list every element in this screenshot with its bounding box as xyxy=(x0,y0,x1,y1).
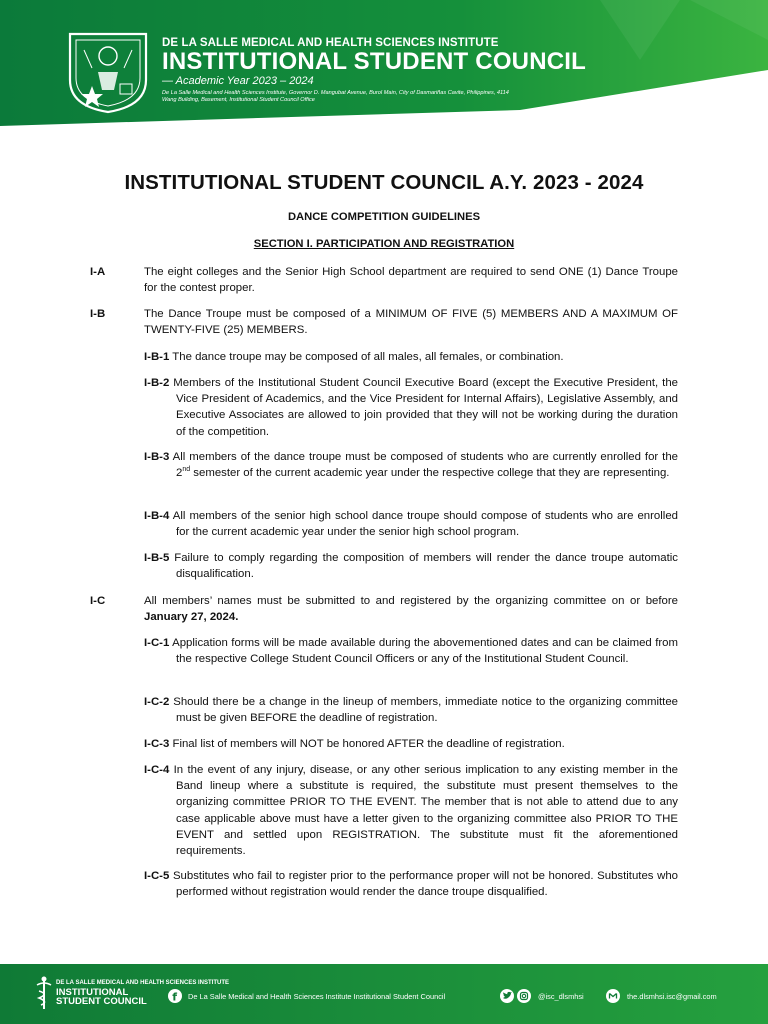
council-name: INSTITUTIONAL STUDENT COUNCIL xyxy=(162,48,587,75)
header-text xyxy=(162,37,602,104)
school-crest-logo xyxy=(62,28,154,114)
item-text: All members’ names must be submitted to and registered by the organizing committee on or before xyxy=(144,595,678,607)
page-footer xyxy=(0,964,768,1024)
item-code: I-A xyxy=(90,266,106,278)
twitter-icon[interactable] xyxy=(500,989,514,1003)
guideline-I-C-4 xyxy=(144,762,678,859)
item-code: I-B-3 xyxy=(144,451,170,463)
institute-name: DE LA SALLE MEDICAL AND HEALTH SCIENCES INSTITUTE xyxy=(162,37,499,49)
item-text: Members of the Institutional Student Council Executive Board (except the Executive President, the Vice President of Academics, and the Vice President for Internal Affairs), Legislative Assembly, and Executive Associates are allowed to join provided that they will not be working during the duration of the competition. xyxy=(173,377,678,438)
item-text: In the event of any injury, disease, or any other serious implication to any existing member in the Band lineup where a substitute is required, the substitute must present themselves to the organizing committee PRIOR TO THE EVENT. The member that is not able to attend due to any case applicable above must have a letter given to the organizing committee also PRIOR TO THE EVENT and settled upon REGISTRATION. The substitute must fit the aforementioned requirements. xyxy=(173,764,678,858)
item-code: I-B-5 xyxy=(144,552,170,564)
instagram-icon[interactable] xyxy=(517,989,531,1003)
item-code: I-C-5 xyxy=(144,870,170,882)
item-code: I-B-4 xyxy=(144,510,170,522)
section-heading: SECTION I. PARTICIPATION AND REGISTRATION xyxy=(253,238,515,250)
social-handle[interactable]: @isc_dlsmhsi xyxy=(538,992,584,1001)
facebook-page-link[interactable]: De La Salle Medical and Health Sciences Institute Institutional Student Council xyxy=(188,992,446,1001)
item-text: Final list of members will NOT be honored AFTER the deadline of registration. xyxy=(172,738,565,750)
guideline-I-B-5 xyxy=(144,550,678,582)
guideline-I-B-4 xyxy=(144,508,678,540)
footer-logo-small: DE LA SALLE MEDICAL AND HEALTH SCIENCES INSTITUTE xyxy=(56,980,230,986)
item-text-a: All members of the dance troupe must be composed of students who are currently enrolled for the 2 xyxy=(172,451,678,480)
gmail-icon[interactable] xyxy=(606,989,620,1003)
item-text: Application forms will be made available during the abovementioned dates and can be claimed from the respective College Student Council Officers or any of the Institutional Student Council. xyxy=(172,637,678,666)
item-code: I-C-2 xyxy=(144,696,170,708)
svg-text:f: f xyxy=(172,990,178,1003)
ordinal-suffix: nd xyxy=(182,466,191,474)
guideline-I-B-1 xyxy=(144,349,678,365)
address-line-2: Wang Building, Basement, Institutional Student Council Office xyxy=(162,97,315,103)
item-text: All members of the senior high school dance troupe should compose of students who are enrolled for the current academic year under the senior high school program. xyxy=(172,510,678,539)
item-text-b: semester of the current academic year under the respective college that they are representing. xyxy=(190,467,670,480)
facebook-icon[interactable] xyxy=(168,989,182,1003)
guideline-I-C-5 xyxy=(144,868,678,900)
guideline-I-C-2 xyxy=(144,694,678,726)
item-text: The dance troupe may be composed of all males, all females, or combination. xyxy=(172,351,564,363)
item-code: I-C-3 xyxy=(144,738,170,750)
item-text: Substitutes who fail to register prior to the performance proper will not be honored. Substitutes who performed without registration would render the dance troupe disqualified. xyxy=(172,870,678,899)
item-code: I-C-1 xyxy=(144,637,170,649)
guideline-I-B-2 xyxy=(144,375,678,440)
academic-year: — Academic Year 2023 – 2024 xyxy=(162,75,314,87)
item-code: I-C-4 xyxy=(144,764,170,776)
item-code: I-C xyxy=(90,595,106,607)
footer-logo-line2: STUDENT COUNCIL xyxy=(56,996,147,1007)
item-text: Should there be a change in the lineup of members, immediate notice to the organizing committee must be given BEFORE the deadline of registration. xyxy=(173,696,678,725)
document-subtitle: DANCE COMPETITION GUIDELINES xyxy=(287,211,481,223)
page-header xyxy=(0,0,768,150)
item-code: I-B-2 xyxy=(144,377,170,389)
item-text: The Dance Troupe must be composed of a MINIMUM OF FIVE (5) MEMBERS AND A MAXIMUM OF TWENTY-FIVE (25) MEMBERS. xyxy=(144,308,678,337)
item-text: The eight colleges and the Senior High School department are required to send ONE (1) Dance Troupe for the contest proper. xyxy=(144,266,678,295)
footer-logo-line1: INSTITUTIONAL xyxy=(56,987,129,998)
registration-deadline: January 27, 2024. xyxy=(144,611,239,624)
item-code: I-B xyxy=(90,308,106,320)
item-code: I-B-1 xyxy=(144,351,170,363)
caduceus-icon xyxy=(34,975,54,1011)
guideline-I-C-1 xyxy=(144,635,678,667)
institute-address xyxy=(162,90,602,104)
guideline-I-C-3 xyxy=(144,736,678,752)
email-link[interactable]: the.dlsmhsi.isc@gmail.com xyxy=(627,992,717,1001)
guideline-I-B-3 xyxy=(144,449,678,481)
item-text: Failure to comply regarding the composition of members will render the dance troupe automatic disqualification. xyxy=(174,552,678,581)
address-line-1: De La Salle Medical and Health Sciences Institute, Governor D. Mangubat Avenue, Burol Main, City of Dasmariñas Cavite, Philippines, 4114 xyxy=(162,90,509,96)
document-title: INSTITUTIONAL STUDENT COUNCIL A.Y. 2023 - 2024 xyxy=(124,171,644,194)
